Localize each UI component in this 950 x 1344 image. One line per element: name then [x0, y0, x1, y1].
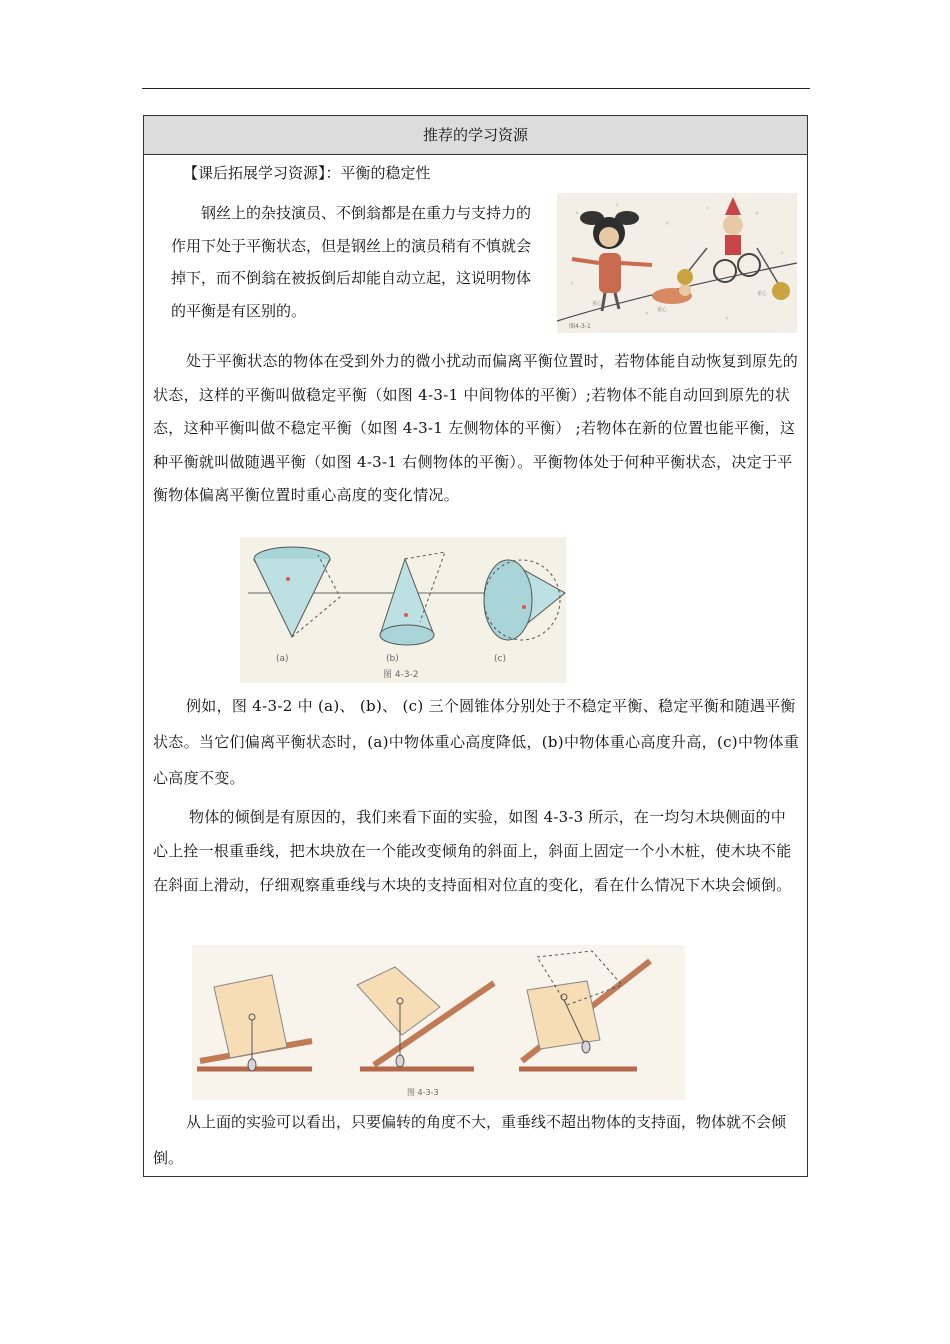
- fig3-label: 图 4-3-3: [407, 1088, 439, 1097]
- cone-example-paragraph: 例如，图 4-3-2 中 (a)、 (b)、 (c) 三个圆锥体分别处于不稳定平衡、稳定平衡和随遇平衡状态。当它们偏离平衡状态时，(a)中物体重心高度降低，(b)中物体重心高度升高，(c)中物体重心高度不变。: [153, 697, 800, 787]
- fig1-cog-label-1: 重心: [592, 301, 603, 307]
- table-header: 推荐的学习资源: [144, 116, 807, 155]
- experiment-paragraph: 物体的倾倒是有原因的，我们来看下面的实验，如图 4-3-3 所示，在一均匀木块侧面的中心上拴一根重垂线，把木块放在一个能改变倾角的斜面上，斜面上固定一个小木桩，使木块不能在斜面上滑动，仔细观察重垂线与木块的支持面相对位直的变化，看在什么情况下木块会倾倒。: [153, 808, 792, 894]
- figure-4-3-1: [557, 193, 797, 333]
- balance-definition-paragraph: 处于平衡状态的物体在受到外力的微小扰动而偏离平衡位置时，若物体能自动恢复到原先的状态，这样的平衡叫做稳定平衡（如图 4-3-1 中间物体的平衡）;若物体不能自动回到原先的状态，这种平衡叫做不稳定平衡（如图 4-3-1 左侧物体的平衡） ;若物体在新的位置也能平衡，这种平衡就叫做随遇平衡（如图 4-3-1 右侧物体的平衡）。平衡物体处于何种平衡状态，决定于平衡物体偏离平衡位置时重心高度的变化情况。: [153, 352, 799, 504]
- subtitle-text: ：平衡的稳定性: [325, 164, 431, 182]
- fig1-cog-label-3: 重心: [757, 291, 768, 297]
- conclusion-paragraph: 从上面的实验可以看出，只要偏转的角度不大，重垂线不超出物体的支持面，物体就不会倾倒。: [153, 1113, 787, 1167]
- fig2-sublabel-b: (b): [386, 654, 399, 664]
- section-subtitle: [183, 157, 431, 189]
- figure-4-3-2: [240, 537, 566, 683]
- fig2-label: 图 4-3-2: [383, 670, 419, 680]
- intro-paragraph: 钢丝上的杂技演员、不倒翁都是在重力与支持力的作用下处于平衡状态，但是钢丝上的演员稍有不慎就会掉下，而不倒翁在被扳倒后却能自动立起，这说明物体的平衡是有区别的。: [171, 204, 532, 320]
- header-rule: [142, 88, 810, 89]
- fig1-label: 图4-3-1: [569, 323, 591, 330]
- fig2-sublabel-a: (a): [276, 654, 289, 664]
- fig2-sublabel-c: (c): [494, 654, 506, 664]
- figure-4-3-3: [192, 945, 685, 1100]
- fig1-cog-label-2: 重心: [657, 307, 668, 313]
- subtitle-bracket: 【课后拓展学习资源】: [183, 164, 326, 182]
